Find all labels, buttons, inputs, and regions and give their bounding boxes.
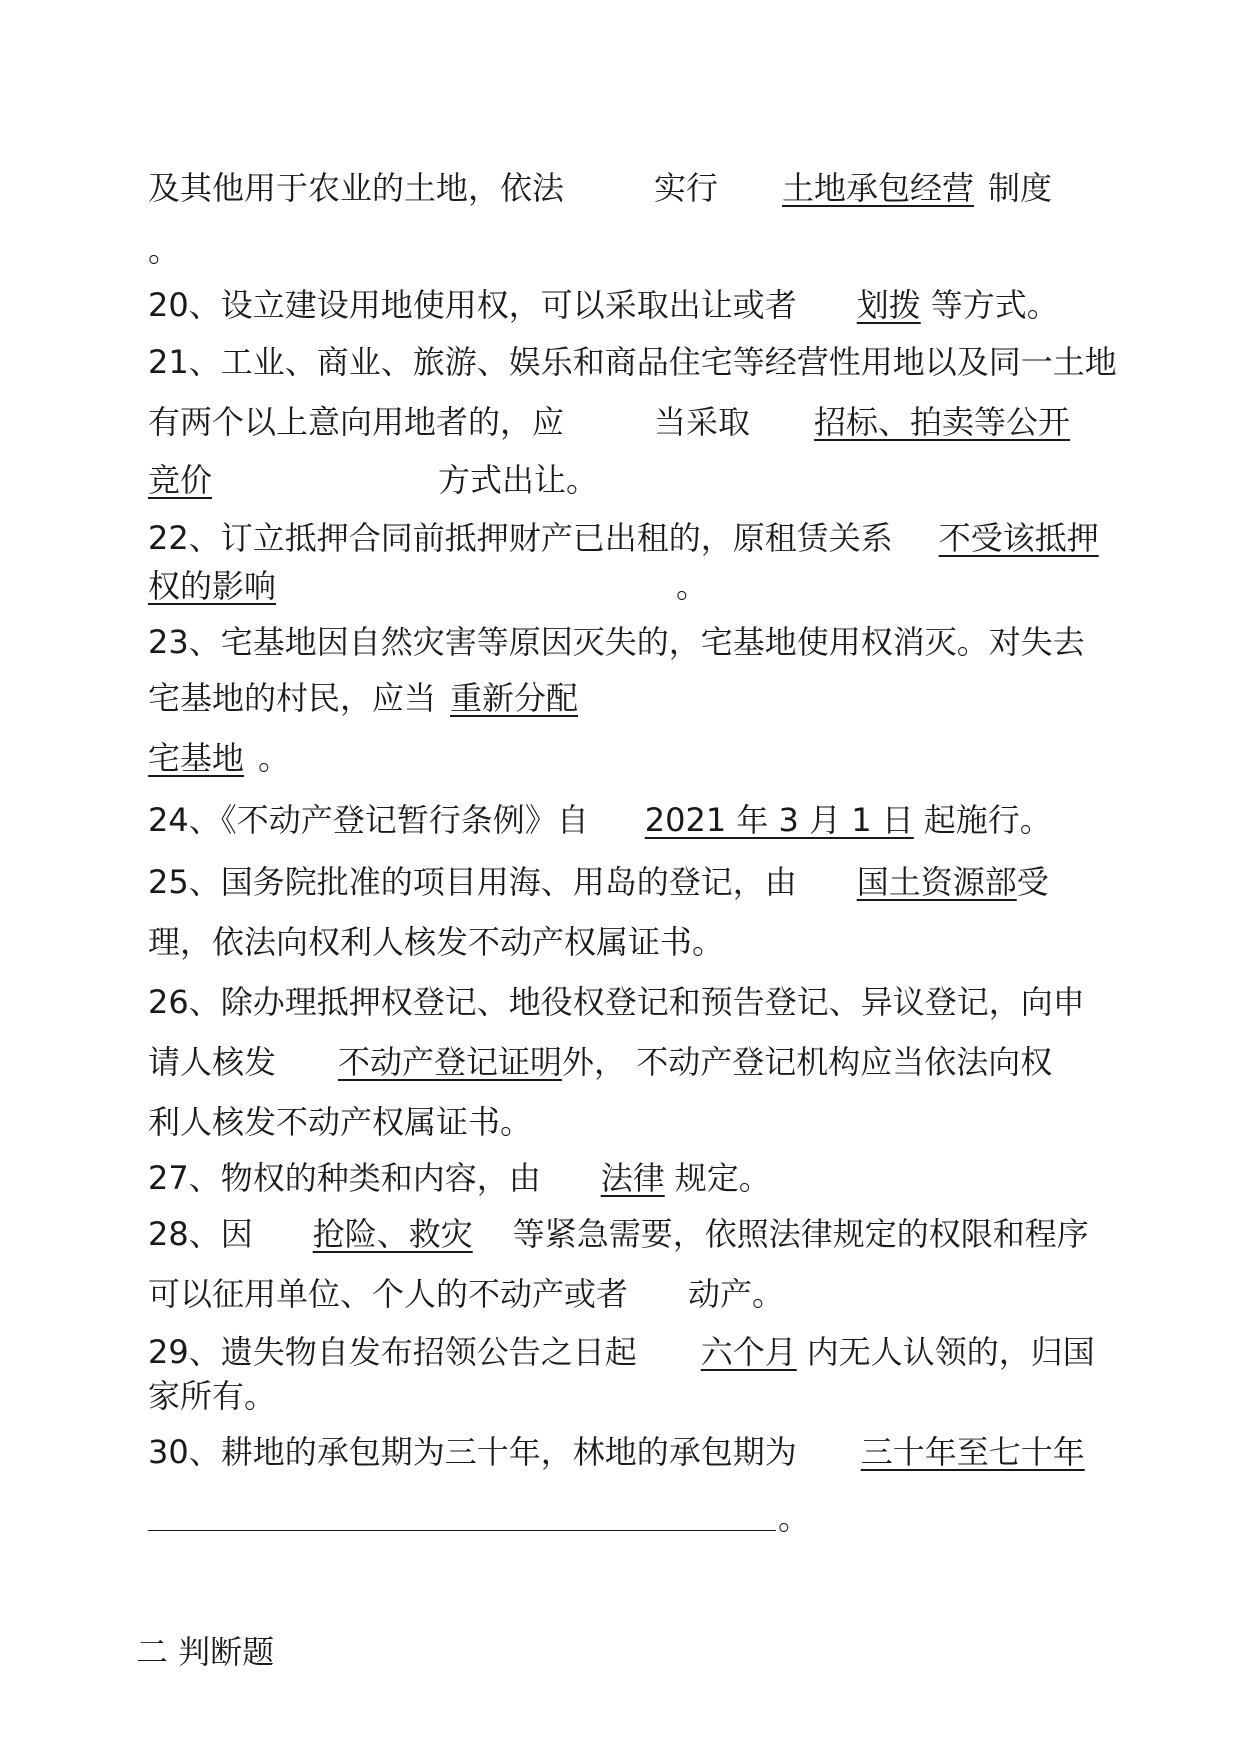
text: 实行 bbox=[654, 169, 719, 207]
text: 20、设立建设用地使用权，可以采取出让或者 bbox=[148, 286, 797, 324]
text: 27、物权的种类和内容，由 bbox=[148, 1159, 541, 1197]
text: 理，依法向权利人核发不动产权属证书。 bbox=[148, 923, 725, 961]
text: 家所有。 bbox=[148, 1377, 277, 1415]
text: 方式出让。 bbox=[438, 461, 599, 499]
answer-fill: 权的影响 bbox=[148, 567, 277, 605]
text: 30、耕地的承包期为三十年，林地的承包期为 bbox=[148, 1433, 797, 1471]
question-25-line-1 bbox=[148, 862, 1049, 902]
text: 。 bbox=[148, 231, 181, 269]
text: 。 bbox=[676, 567, 709, 605]
text: 23、宅基地因自然灾害等原因灭失的，宅基地使用权消灭。对失去 bbox=[148, 623, 1085, 661]
answer-fill: 重新分配 bbox=[450, 679, 579, 717]
answer-fill: 2021 年 3 月 1 日 bbox=[644, 801, 914, 839]
text: 。 bbox=[778, 1499, 811, 1537]
text: 内无人认领的，归国 bbox=[806, 1333, 1095, 1371]
question-20 bbox=[148, 285, 1059, 325]
question-23-line-1 bbox=[148, 622, 1085, 662]
text: 宅基地的村民，应当 bbox=[148, 679, 437, 717]
text: 当采取 bbox=[654, 403, 751, 441]
text: 。 bbox=[258, 739, 291, 777]
question-25-line-2 bbox=[148, 922, 724, 962]
text: 规定。 bbox=[674, 1159, 771, 1197]
question-30-end bbox=[778, 1498, 810, 1538]
text: 26、除办理抵押权登记、地役权登记和预告登记、异议登记，向申 bbox=[148, 983, 1085, 1021]
answer-fill: 三十年至七十年 bbox=[860, 1433, 1085, 1471]
question-29-line-1 bbox=[148, 1332, 1095, 1372]
text: 有两个以上意向用地者的，应 bbox=[148, 403, 565, 441]
text: 25、国务院批准的项目用海、用岛的登记，由 bbox=[148, 863, 797, 901]
text: 请人核发 bbox=[148, 1043, 277, 1081]
text: 外， 不动产登记机构应当依法向权 bbox=[562, 1043, 1053, 1081]
text: 24、《不动产登记暂行条例》自 bbox=[148, 801, 589, 839]
answer-fill: 竞价 bbox=[148, 461, 213, 499]
question-27 bbox=[148, 1158, 771, 1198]
question-21-line-2 bbox=[148, 402, 1070, 442]
question-22-line-2 bbox=[148, 566, 708, 606]
answer-fill: 土地承包经营 bbox=[782, 169, 975, 207]
text: 21、工业、商业、旅游、娱乐和商品住宅等经营性用地以及同一土地 bbox=[148, 343, 1117, 381]
question-23-line-2 bbox=[148, 678, 578, 718]
text: 29、遗失物自发布招领公告之日起 bbox=[148, 1333, 637, 1371]
answer-fill: 国土资源部 bbox=[856, 863, 1017, 901]
question-21-line-3 bbox=[148, 460, 598, 500]
question-28-line-1 bbox=[148, 1214, 1089, 1254]
text: 可以征用单位、个人的不动产或者 bbox=[148, 1275, 629, 1313]
question-26-line-1 bbox=[148, 982, 1085, 1022]
answer-fill: 法律 bbox=[600, 1159, 665, 1197]
answer-fill: 宅基地 bbox=[148, 739, 245, 777]
question-29-line-2 bbox=[148, 1376, 276, 1416]
section-heading: 二 判断题 bbox=[136, 1633, 275, 1671]
text: 等紧急需要，依照法律规定的权限和程序 bbox=[512, 1215, 1089, 1253]
text: 及其他用于农业的土地，依法 bbox=[148, 169, 565, 207]
text: 28、因 bbox=[148, 1215, 253, 1253]
question-22-line-1 bbox=[148, 518, 1099, 558]
answer-fill: 招标、拍卖等公开 bbox=[814, 403, 1071, 441]
question-19-cont-line bbox=[148, 168, 1052, 208]
question-21-line-1 bbox=[148, 342, 1117, 382]
answer-blank-line bbox=[148, 1530, 776, 1531]
text: 受 bbox=[1016, 863, 1049, 901]
question-26-line-3 bbox=[148, 1102, 532, 1142]
text: 动产。 bbox=[688, 1275, 785, 1313]
question-24 bbox=[148, 800, 1052, 840]
question-19-end bbox=[148, 230, 180, 270]
answer-fill: 划拨 bbox=[856, 286, 921, 324]
answer-fill: 不受该抵押 bbox=[938, 519, 1099, 557]
text: 利人核发不动产权属证书。 bbox=[148, 1103, 533, 1141]
answer-fill: 抢险、救灾 bbox=[312, 1215, 473, 1253]
question-28-line-2 bbox=[148, 1274, 784, 1314]
answer-fill: 不动产登记证明 bbox=[338, 1043, 563, 1081]
text: 起施行。 bbox=[923, 801, 1052, 839]
text: 22、订立抵押合同前抵押财产已出租的，原租赁关系 bbox=[148, 519, 893, 557]
question-26-line-2 bbox=[148, 1042, 1052, 1082]
text: 等方式。 bbox=[930, 286, 1059, 324]
question-30-line-1 bbox=[148, 1432, 1085, 1472]
text: 制度 bbox=[988, 169, 1053, 207]
question-23-line-3 bbox=[148, 738, 290, 778]
answer-fill: 六个月 bbox=[700, 1333, 797, 1371]
